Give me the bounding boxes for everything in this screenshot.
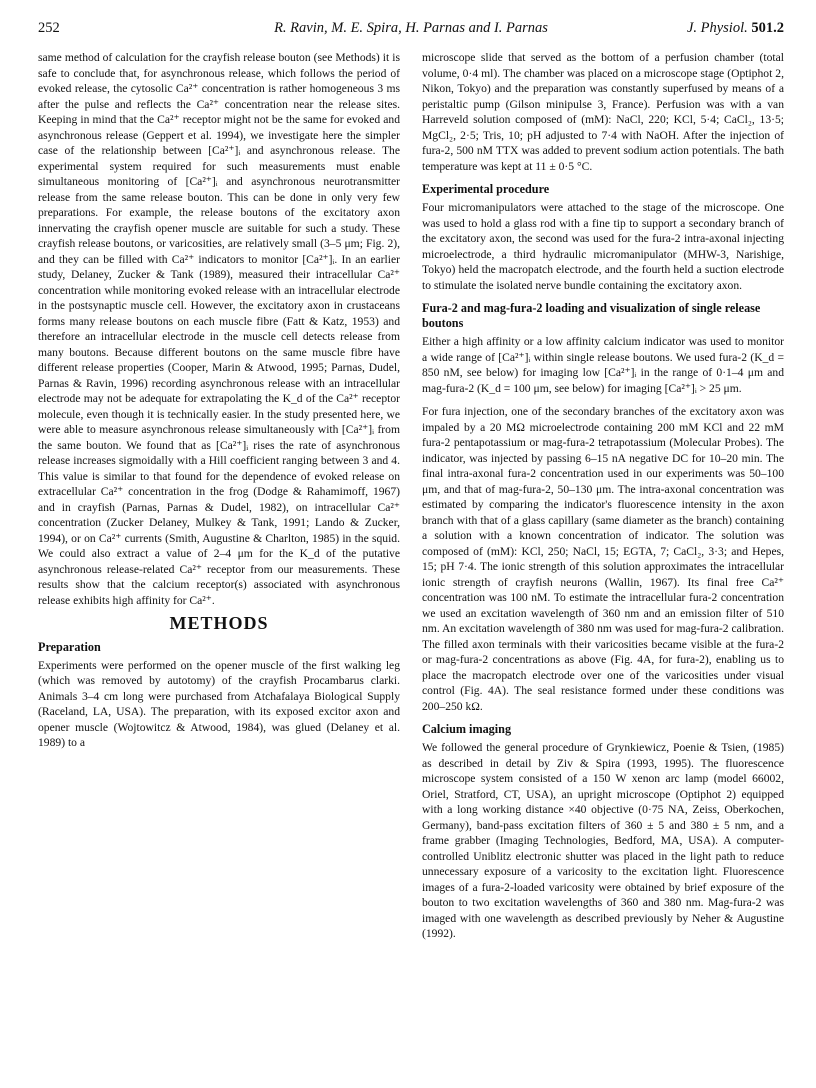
journal-name: J. Physiol. <box>686 20 748 36</box>
running-header <box>38 20 784 42</box>
experimental-procedure-heading: Experimental procedure <box>422 182 550 196</box>
journal-volume: 501.2 <box>751 20 784 36</box>
intro-paragraph: same method of calculation for the crayfish release bouton (see Methods) it is safe to conclude that, for asynchronous release, which follows the period of evoked release, the cytosolic Ca²⁺ concentration is rather homogeneous 3 ms after the pulse and reflects the Ca²⁺ concentration near the release sites. Keeping in mind that the Ca²⁺ receptor might not be the same for evoked and asynchronous release (Geppert et al. 1994), we investigate here the simpler case of the relationship between [Ca²⁺]ᵢ and asynchronous release. The experimental system required for such measurements must enable simultaneous monitoring of [Ca²⁺]ᵢ and asynchronous neurotransmitter release from the same release bouton. This can be done in only very few preparations. For example, the release boutons of the excitatory axon innervating the crayfish opener muscle are suitable for such a study. These crayfish release boutons, or varicosities, are relatively small (3–5 μm; Fig. 2), and they can be filled with Ca²⁺ indicators to monitor [Ca²⁺]ᵢ. In an earlier study, Delaney, Zucker & Tank (1989), measured their intracellular Ca²⁺ concentration while monitoring evoked release with an intracellular electrode in the postsynaptic muscle cell. However, the excitatory axon in crustaceans forms many release boutons on each muscle fibre (Fatt & Katz, 1953) and therefore an intracellular electrode in the muscle cell detects release from many boutons. Because different boutons on the same muscle fibre have different release properties (Cooper, Marin & Atwood, 1995; Parnas, Dudel, Parnas & Ravin, 1996) recording asynchronous release with an intracellular electrode may not be adequate for extrapolating the K_d of the Ca²⁺ receptor molecule, even though it is technically easier. In the study presented here, we were able to measure asynchronous release simultaneously with [Ca²⁺]ᵢ from the same bouton. We found that as [Ca²⁺]ᵢ rises the rate of asynchronous release increases sigmoidally with a Hill coefficient ranging between 3 and 4. This value is similar to that found for the dependence of evoked release on extracellular Ca²⁺ concentration in the frog (Dodge & Rahamimoff, 1967) and in crayfish (Parnas, Parnas & Dudel, 1982), on intracellular Ca²⁺ concentration (Zucker Delaney, Mulkey & Tank, 1991; Lando & Zucker, 1994), or on Ca²⁺ currents (Smith, Augustine & Charlton, 1985) in the squid. We could also extract a value of 2–4 μm for the K_d of the putative asynchronous release-related Ca²⁺ receptor from our measurements. These results show that the calcium receptor(s) associated with asynchronous release exhibits high affinity for Ca²⁺. <box>38 51 400 607</box>
calcium-imaging-heading: Calcium imaging <box>422 722 512 736</box>
journal-reference <box>687 20 784 37</box>
fura-loading-heading: Fura-2 and mag-fura-2 loading and visualization of single release boutons <box>422 301 761 330</box>
methods-heading: METHODS <box>169 613 269 633</box>
page-number: 252 <box>38 20 60 36</box>
perfusion-paragraph: microscope slide that served as the bottom of a perfusion chamber (total volume, 0·4 ml). The chamber was placed on a microscope stage (Optiphot 2, Nikon, Tokyo) and the preparation was constantly superfused by means of a peristaltic pump (Gilson minipulse 3, France). Perfusion was with a van Harreveld solution composed of (mM): NaCl, 220; KCl, 5·4; CaCl₂, 13·5; MgCl₂, 2·5; Tris, 10; pH adjusted to 7·4 with NaOH. After the injection of fura-2, 500 nM TTX was added to prevent sodium action potentials. The bath temperature was kept at 11 ± 0·5 °C. <box>422 51 784 173</box>
preparation-heading: Preparation <box>38 639 101 654</box>
left-column <box>38 50 400 751</box>
running-authors: R. Ravin, M. E. Spira, H. Parnas and I. Parnas <box>274 20 548 36</box>
experimental-procedure-paragraph: Four micromanipulators were attached to the stage of the microscope. One was used to hold a glass rod with a fine tip to support a secondary branch of the excitatory axon, the second was used for the fura-2 intra-axonal injecting microelectrode, a third hydraulic micromanipulator (MHW-3, Narishige, Tokyo) held the macropatch electrode, and the fourth held a suction electrode to stimulate the isolated nerve bundle containing the excitatory axon. <box>422 201 784 292</box>
calcium-imaging-paragraph: We followed the general procedure of Grynkiewicz, Poenie & Tsien, (1985) as described in detail by Ziv & Spira (1993, 1995). The fluorescence microscope system consisted of a 150 W xenon arc lamp (model 66002, Oriel, Stratford, CT, USA), an upright microscope (Optiphot 2) equipped with a long working distance ×40 objective (0·75 NA, Zeiss, Oberkochen, Germany), band-pass excitation filters of 360 ± 5 and 380 ± 5 nm, and a frame grabber (Imaging Technologies, Bedford, MA, USA). A computer-controlled Uniblitz electronic shutter was placed in the light path to reduce unnecessary exposure of a varicosity to the excitation light. Fluorescence images of a fura-2-loaded varicosity were obtained by brief exposure of the bouton to two excitation wavelengths of 360 and 380 nm. Mag-fura-2 was imaged with one wavelength as described previously by Neher & Augustine (1992). <box>422 741 784 940</box>
fura-injection-paragraph: For fura injection, one of the secondary branches of the excitatory axon was impaled by a 20 MΩ microelectrode containing 200 mM KCl and 22 mM fura-2 pentapotassium or mag-fura-2 tetrapotassium (Molecular Probes). The indicator, was injected by passing 6–15 nA negative DC for 10–20 min. The final intra-axonal fura-2 concentration used in our experiments was 50–100 μm, and that of mag-fura-2, 50–130 μm. The intra-axonal concentration was estimated by comparing the indicator's fluorescence intensity in the axon branch with that of a glass capillary (same diameter as the branch) containing a solution with a known concentration of indicator. The solution was composed of (mM): KCl, 250; NaCl, 15; EGTA, 7; CaCl₂, 3·3; and Hepes, 15; pH 7·4. The ionic strength of this solution approximates the intracellular ionic strength of crayfish neurons (Wallin, 1967). Its final free Ca²⁺ concentration was 100 nM. To estimate the intracellular fura-2 concentration we used an excitation wavelength of 360 nm and an emission filter of 510 nm. An excitation wavelength of 380 nm was used for mag-fura-2 calibration. The filled axon terminals with their varicosities became visible at the fura-2 or mag-fura-2 concentrations as above (Fig. 4A, for fura-2), enabling us to place the macropatch electrode over one of the varicosities under visual control (Fig. 4A). The seal resistance formed under these conditions was 200–250 kΩ. <box>422 405 784 713</box>
right-column <box>422 50 784 942</box>
preparation-paragraph: Experiments were performed on the opener muscle of the first walking leg (which was removed by autotomy) of the crayfish Procambarus clarki. Animals 3–4 cm long were purchased from Atchafalaya Biological Supply (Raceland, LA, USA). The preparation, with its exposed excitor axon and opener muscle (Wojtowitcz & Atwood, 1984), was glued (Delaney et al. 1989) to a <box>38 658 400 749</box>
fura-indicator-paragraph: Either a high affinity or a low affinity calcium indicator was used to monitor a wide range of [Ca²⁺]ᵢ within single release boutons. We used fura-2 (K_d = 850 nM, see below) for imaging low [Ca²⁺]ᵢ in the range of 0·1–4 μm and mag-fura-2 (K_d = 100 μm, see below) for imaging [Ca²⁺]ᵢ > 25 μm. <box>422 335 784 395</box>
